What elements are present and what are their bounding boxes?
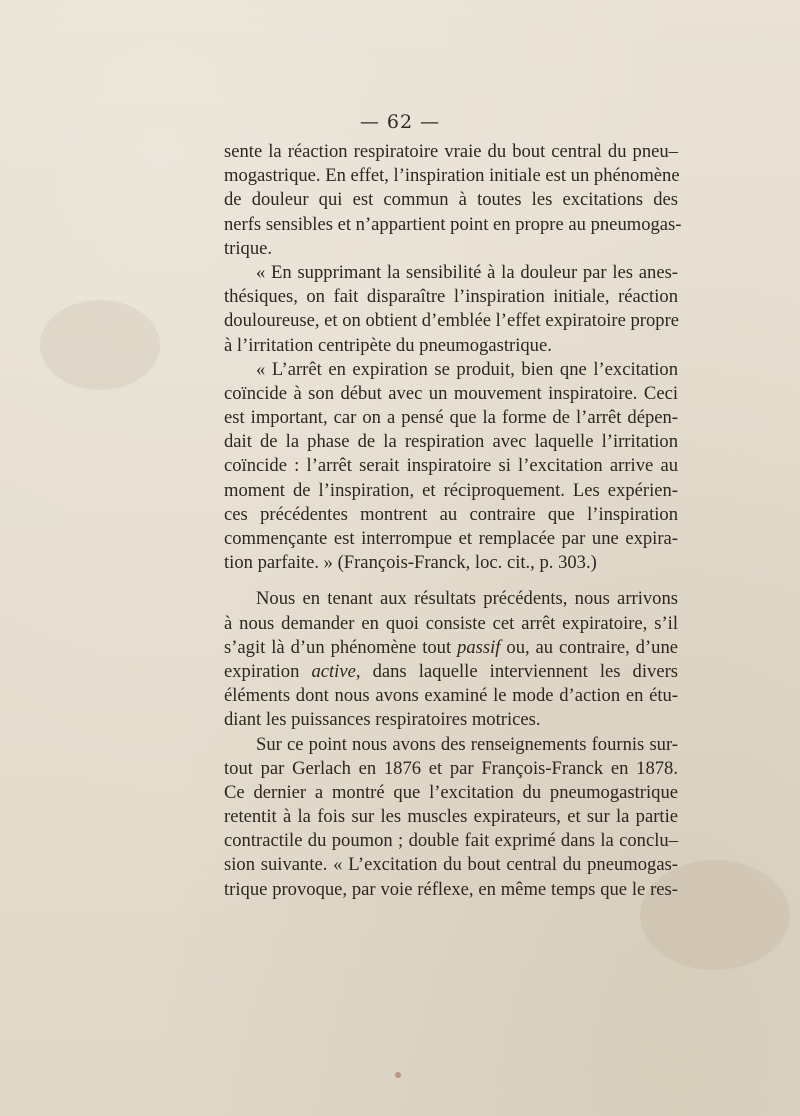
- text-line: thésiques, on fait disparaître l’inspiration initiale, réaction: [224, 286, 678, 308]
- paragraph: [224, 261, 678, 358]
- paper-stain: [395, 1072, 401, 1078]
- text-line: ces précédentes montrent au contraire que l’inspiration: [224, 503, 678, 525]
- text-line: trique provoque, par voie réflexe, en même temps que le res-: [224, 878, 678, 900]
- paper-stain: [40, 300, 160, 390]
- text-line: Nous en tenant aux résultats précédents, nous arrivons: [256, 588, 678, 610]
- text-line: sion suivante. « L’excitation du bout central du pneumogas-: [224, 854, 678, 876]
- text-line: de douleur qui est commun à toutes les excitations des: [224, 189, 678, 211]
- text-line: moment de l’inspiration, et réciproquement. Les expérien-: [224, 479, 678, 501]
- text-line: à l’irritation centripète du pneumogastrique.: [224, 334, 552, 356]
- text-line: est important, car on a pensé que la forme de l’arrêt dépen-: [224, 407, 678, 429]
- text-line: expiration active, dans laquelle interviennent les divers: [224, 660, 678, 682]
- text-line: sente la réaction respiratoire vraie du bout central du pneu–: [224, 141, 678, 162]
- paragraph: [224, 587, 678, 732]
- text-line: coïncide à son début avec un mouvement inspiratoire. Ceci: [224, 382, 678, 404]
- text-line: tout par Gerlach en 1876 et par François-Franck en 1878.: [224, 757, 678, 779]
- text-line: nerfs sensibles et n’appartient point en propre au pneumogas-: [224, 213, 682, 235]
- text-line: retentit à la fois sur les muscles expirateurs, et sur la partie: [224, 806, 678, 828]
- body-text: [224, 140, 682, 902]
- paragraph: [224, 358, 678, 576]
- text-line: à nous demander en quoi consiste cet arrêt expiratoire, s’il: [224, 612, 678, 634]
- text-line: s’agit là d’un phénomène tout passif ou, au contraire, d’une: [224, 636, 679, 658]
- text-line: Ce dernier a montré que l’excitation du pneumogastrique: [224, 781, 678, 803]
- text-line: dait de la phase de la respiration avec laquelle l’irritation: [224, 431, 678, 453]
- text-line: mogastrique. En effet, l’inspiration initiale est un phénomène: [224, 165, 680, 187]
- text-line: « L’arrêt en expiration se produit, bien qne l’excitation: [256, 358, 678, 380]
- text-line: commençante est interrompue et remplacée par une expira-: [224, 528, 678, 549]
- paragraph: [224, 140, 682, 261]
- text-line: éléments dont nous avons examiné le mode d’action en étu-: [224, 685, 678, 707]
- text-line: coïncide : l’arrêt serait inspiratoire si l’excitation arrive au: [224, 455, 678, 477]
- text-line: Sur ce point nous avons des renseignements fournis sur-: [256, 733, 678, 755]
- text-line: douloureuse, et on obtient d’emblée l’effet expiratoire propre: [224, 310, 680, 332]
- text-line: « En supprimant la sensibilité à la douleur par les anes-: [256, 261, 678, 283]
- text-line: diant les puissances respiratoires motrices.: [224, 709, 541, 731]
- page-number: — 62 —: [359, 111, 441, 133]
- text-line: trique.: [224, 237, 273, 259]
- paragraph-gap: [224, 575, 678, 587]
- text-line: contractile du poumon ; double fait exprimé dans la conclu–: [224, 830, 678, 852]
- text-line: tion parfaite. » (François-Franck, loc. cit., p. 303.): [224, 552, 597, 574]
- paragraph: [224, 733, 678, 902]
